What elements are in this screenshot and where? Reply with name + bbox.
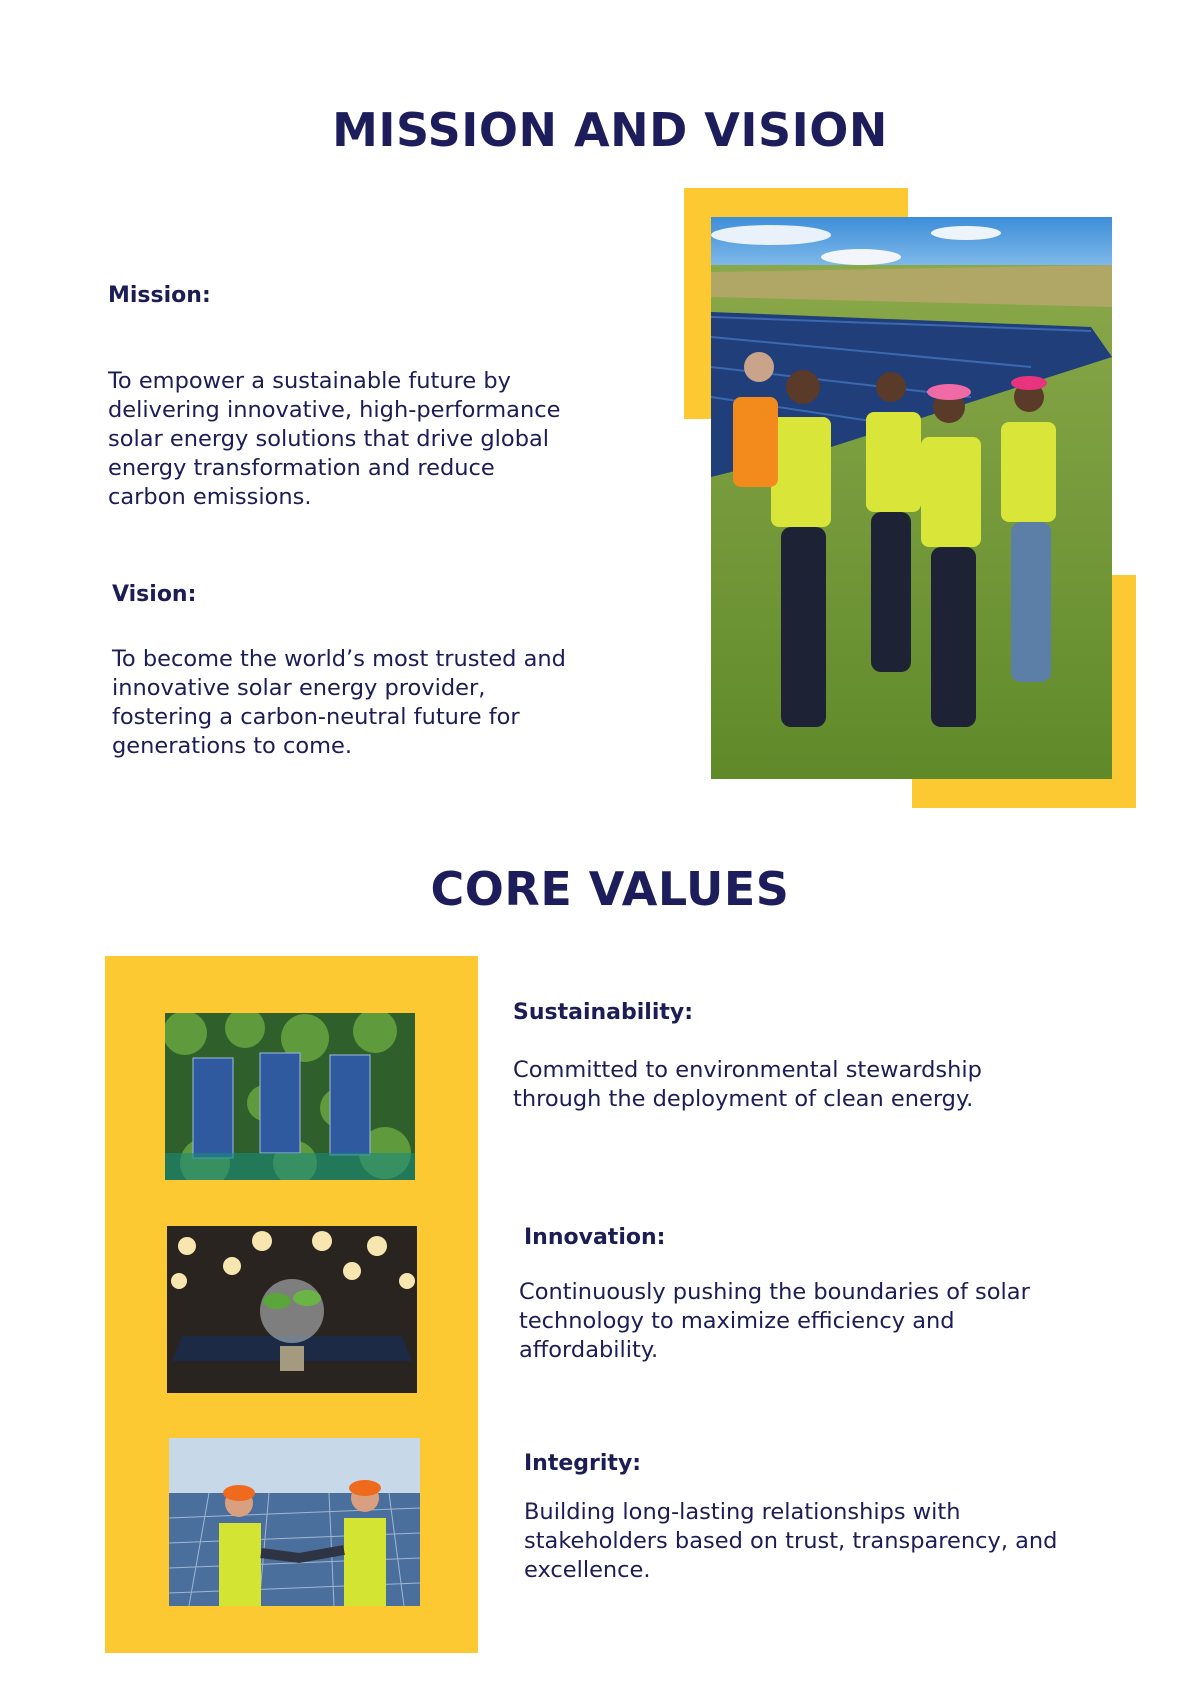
value-text-sustainability: Committed to environmental stewardship through the deployment of clean energy. bbox=[513, 1057, 982, 1112]
value-text-innovation: Continuously pushing the boundaries of solar technology to maximize efficiency and affordability. bbox=[519, 1279, 1030, 1363]
core-values-heading: CORE VALUES bbox=[430, 862, 790, 916]
innovation-photo bbox=[167, 1226, 417, 1393]
value-text-integrity: Building long-lasting relationships with stakeholders based on trust, transparency, and excellence. bbox=[524, 1499, 1058, 1583]
value-label-innovation: Innovation: bbox=[524, 1225, 666, 1250]
mission-text: To empower a sustainable future by delivering innovative, high-performance solar energy solutions that drive global energy transformation and reduce carbon emissions. bbox=[108, 368, 561, 510]
mission-vision-heading: MISSION AND VISION bbox=[332, 103, 888, 157]
mission-label: Mission: bbox=[108, 283, 211, 308]
solar-team-photo bbox=[711, 217, 1112, 779]
sustainability-photo bbox=[165, 1013, 415, 1180]
vision-text: To become the world’s most trusted and innovative solar energy provider, fostering a carbon-neutral future for generations to come. bbox=[112, 646, 566, 759]
value-label-integrity: Integrity: bbox=[524, 1451, 642, 1476]
vision-label: Vision: bbox=[112, 582, 197, 607]
integrity-photo bbox=[169, 1438, 420, 1606]
value-label-sustainability: Sustainability: bbox=[513, 1000, 694, 1025]
